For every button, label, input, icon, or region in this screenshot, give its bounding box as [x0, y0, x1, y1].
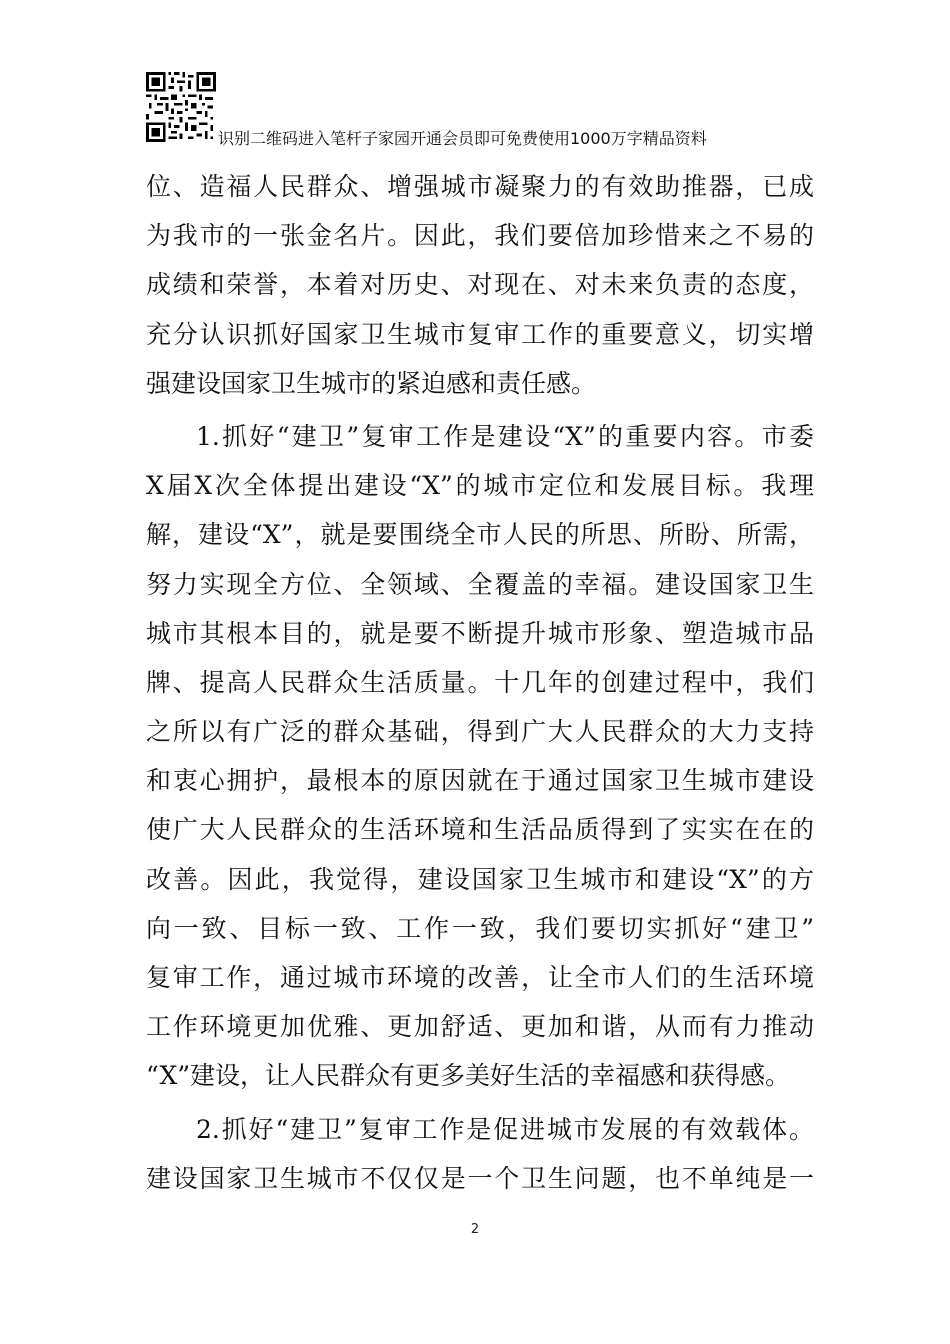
text-line: 向一致、目标一致、工作一致，我们要切实抓好“建卫” — [146, 913, 814, 943]
promo-text: 识别二维码进入笔杆子家园开通会员即可免费使用1000万字精品资料 — [218, 129, 707, 148]
text-line: 1.抓好“建卫”复审工作是建设“X”的重要内容。市委 — [196, 421, 814, 451]
text-line: 复审工作，通过城市环境的改善，让全市人们的生活环境 — [146, 963, 814, 992]
text-line: 改善。因此，我觉得，建设国家卫生城市和建设“X”的方 — [146, 864, 814, 894]
text-line: 解，建设“X”，就是要围绕全市人民的所思、所盼、所需， — [146, 520, 814, 550]
text-line: 牌、提高人民群众生活质量。十几年的创建过程中，我们 — [146, 667, 814, 697]
text-line: 建设国家卫生城市不仅仅是一个卫生问题，也不单纯是一 — [146, 1163, 814, 1193]
text-line: 成绩和荣誉，本着对历史、对现在、对未来负责的态度， — [146, 270, 814, 300]
body-text — [146, 162, 814, 1203]
text-line: 充分认识抓好国家卫生城市复审工作的重要意义，切实增 — [146, 319, 814, 349]
paragraph — [146, 1105, 814, 1203]
text-line: 强建设国家卫生城市的紧迫感和责任感。 — [146, 368, 597, 398]
qr-code-icon — [146, 72, 216, 142]
text-line: 努力实现全方位、全领域、全覆盖的幸福。建设国家卫生 — [146, 569, 814, 599]
text-line: “X”建设，让人民群众有更多美好生活的幸福感和获得感。 — [146, 1061, 791, 1091]
page-number: 2 — [470, 1222, 480, 1237]
text-line: 和衷心拥护，最根本的原因就在于通过国家卫生城市建设 — [146, 766, 814, 796]
text-line: 位、造福人民群众、增强城市凝聚力的有效助推器，已成 — [146, 172, 814, 201]
text-line: 2.抓好“建卫”复审工作是促进城市发展的有效载体。 — [196, 1114, 814, 1144]
text-line: X届X次全体提出建设“X”的城市定位和发展目标。我理 — [146, 471, 814, 501]
text-line: 城市其根本目的，就是要不断提升城市形象、塑造城市品 — [146, 618, 814, 648]
text-line: 使广大人民群众的生活环境和生活品质得到了实实在在的 — [146, 815, 814, 845]
paragraph — [146, 412, 814, 1101]
text-line: 工作环境更加优雅、更加舒适、更加和谐，从而有力推动 — [146, 1012, 814, 1042]
text-line: 之所以有广泛的群众基础，得到广大人民群众的大力支持 — [146, 717, 814, 747]
paragraph — [146, 162, 814, 408]
text-line: 为我市的一张金名片。因此，我们要倍加珍惜来之不易的 — [146, 221, 814, 251]
